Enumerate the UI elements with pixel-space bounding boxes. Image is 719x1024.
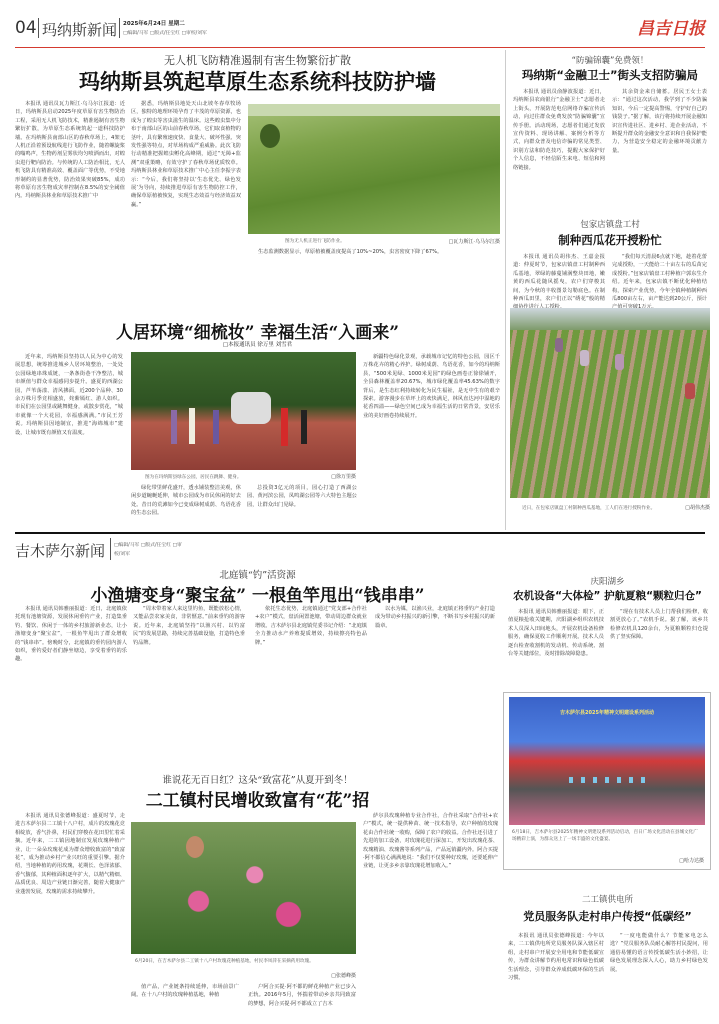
a2-kicker: “防骗锦囊”免费领！ — [571, 56, 649, 66]
a8-headline: 二工镇村民增收致富有“花”招 — [145, 791, 370, 811]
issue-date: 2025年6月24日 星期二 — [123, 21, 185, 27]
a5-kicker: 北庭镇“钓”活资源 — [219, 570, 296, 581]
a5-text-col1: 本报讯 通讯员韩雅丽报道：近日，北庭镇依托现有池塘资源，发展休闲垂钓产业，打造集垂钓、餐饮、休闲于一体的乡村旅游新业态，让小渔塘变身“聚宝盆”，一根鱼竿甩出了群众增收的“钱串串”。傍晚时分，北庭镇的垂钓园内游人如织，垂钓爱好者们静坐塘边，享受着垂钓的乐趣。 — [15, 606, 127, 663]
a8-caption: 6月20日，在吉木萨尔县二工镇十八户村玫瑰花种植基地，村民李凤萍在采摘药用玫瑰。 — [135, 959, 314, 964]
a7-text-col1: 本报讯 通讯员张德峰报道：今年以来，二工镇供电所党员服务队深入辖区村组，走村串户开展安全用电和节能低碳宣传，为群众讲解节约用电常识和绿色低碳生活理念，引导群众养成低碳环保的生活习惯。 — [508, 933, 604, 982]
a4-text-col2: 绿化带里鲜花盛开，透水铺装整洁美观，休闲步道蜿蜒延伸，城市公园成为市民休闲的好去处。昔日的荒滩如今已变成绿树成荫、鸟语花香的生态公园。 — [131, 485, 241, 517]
a4-headline: 人居环境“细梳妆” 幸福生活“入画来” — [115, 323, 400, 343]
a1-text-col2: 据悉，玛纳斯县地处天山北坡冬春草牧场区，独特的地理环境孕育了丰茂的草原资源，也成为了蝗虫等害虫滋生的温床。这些蝗虫集中分布于南部山区的山前春秋草场，它们取食植物的茎叶，具有繁殖速度快、食量大、破坏性强、突发性强等特点，对草场构成严重威胁。此次飞防行动精准把握蝗虫孵化高峰期，通过“无障+监测”双重策略，有效守护了春秋草场优质牧草。玛纳斯县林业和草原技术推广中心主任李振宇表示：“今后，我们将坚持以‘生态优先、绿色发展’为导向，持续推进草原有害生物防控工作，确保草原植被恢复，实现生态效益与经济效益双赢。” — [131, 101, 241, 208]
grassland-drone-photo — [248, 104, 500, 234]
a2-text-col2: 其余资金来自储蓄。居民王女士表示：“通过这次活动，我学到了不少防骗知识，今后一定提高警惕，守护好自己的钱袋子。”据了解，该行将持续开展金融知识宣传进社区、进乡村、进企业活动，不断提升群众的金融安全意识和自我保护能力，为营造安全稳定的金融环境贡献力量。 — [612, 89, 707, 154]
a5-text-col2: “周末带着家人来这里钓鱼，既能放松心情，又能品尝农家美食，非常惬意。”前来垂钓的游客说。近年来，北庭镇坚持“以渔兴村、以钓富民”的发展思路，持续完善基础设施，打造特色垂钓品牌。 — [133, 606, 245, 646]
page-number: 04 — [15, 18, 37, 38]
a7-kicker: 二工镇供电所 — [581, 895, 633, 905]
watermelon-field-photo — [510, 308, 710, 498]
a1-kicker: 无人机飞防精准遏制有害生物繁衍扩散 — [164, 54, 351, 67]
a3-headline: 制种西瓜花开授粉忙 — [558, 233, 662, 247]
a3-text-col1: 本报讯 通讯员胡伟杰、王嘉金报道：仲夏时节，包家店镇盘工村制种西瓜基地，翠绿的藤蔓铺满整块田地，嫩黄的西瓜花随风摇曳，农户们穿梭其间，为今秋的丰收图景勾勒底色。在制种西瓜田里，农户们正以“绣花”般的精 — [513, 254, 605, 303]
a7-headline: 党员服务队走村串户传授“低碳经” — [523, 910, 692, 923]
a1-text-col1: 本报讯 通讯员瓦力斯江·乌马尔江报道：近日，玛纳斯县启动2025年度草原有害生物防治工程，采用无人机飞防技术，精准遏制有害生物繁衍扩散，为草原生态系统筑起一道科技防护墙。在玛纳斯县南部山区的春秋草场上，4架无人机正沿着预设航线进行飞防作业，随着螺旋桨的嗡鸣声，生物药剂呈雾状均匀喷洒而出，对蝗虫进行靶向防治。与传统的人工防治相比，无人机飞防具有精准高效、覆盖面广等优势，不受地形制约的显著优势，防治效果突破85%，成功将草原有害生物成灾率控制在8.5%的安全阈值内。玛纳斯县林业和草原技术推广中 — [15, 101, 125, 200]
a5-headline: 小渔塘变身“聚宝盆” 一根鱼竿甩出“钱串串” — [90, 586, 425, 606]
editor-credits: □编辑/马军 □版式/任宝红 □审校/刘军 — [123, 31, 207, 36]
a4-caption: 图为在玛纳斯县绿东公园，居民在跳舞、健身。 — [145, 475, 242, 480]
a6-headline: 农机设备“大体检” 护航夏粮“颗粒归仓” — [513, 590, 702, 602]
a3-photo-credit: □胡伟杰摄 — [685, 505, 710, 511]
a1-photo-credit: □瓦力斯江·乌马尔江摄 — [448, 239, 500, 245]
page-header — [15, 10, 705, 48]
a3-caption: 近日，在包家店镇盘工村制种西瓜基地，工人们在进行授粉作业。 — [522, 506, 656, 511]
a1-caption: 图为无人机正进行飞防作业。 — [285, 239, 345, 244]
section-divider — [15, 532, 705, 534]
a7-text-col2: “一度电能做什么？节能家电怎么选？”党员服务队员耐心解答村民提问，用通俗易懂的语言传授低碳生活小妙招，让绿色发展理念深入人心，助力乡村绿色发展。 — [610, 933, 708, 973]
a4-text-col1: 近年来，玛纳斯县坚持以人民为中心的发展思想，统筹推进城乡人居环境整治，一处处公园绿地串珠成链，一条条街巷干净整洁，城市颜值与群众幸福感同步提升。盛夏的西湖公园，芦苇荡漾、清风拂面，近200个品种、30余万株月季竞相盛放，姹紫嫣红、游人如织。市民们在公园里或跳舞健身，或散步赏花，“城市就像一个大花园，幸福感满满。”市民王芳说。玛纳斯县因地制宜，推进“海绵城市”建设，让城市既有颜值又有温度。 — [15, 354, 123, 436]
section-title: 玛纳斯新闻 — [42, 21, 118, 39]
a8-photo-credit: □张德峰摄 — [331, 973, 356, 979]
a3-kicker: 包家店镇盘工村 — [580, 220, 640, 230]
a8-text-col2: 值产品，产业链条持续延伸，市场前景广阔。在十八户村的玫瑰种植基地，种植 — [131, 984, 239, 999]
a4-byline: □本报通讯员 徐万里 刘雪君 — [222, 342, 293, 348]
rose-harvest-photo — [131, 822, 356, 954]
section2-title: 吉木萨尔新闻 — [15, 542, 106, 560]
newspaper-logo: 昌吉日报 — [637, 19, 705, 39]
a4-photo-credit: □徐万里摄 — [331, 474, 356, 480]
a8-kicker: 谁说花无百日红？这朵“致富花”从夏开到冬！ — [162, 775, 353, 786]
a3-text-col2: “我们每天清晨6点就下地，趁着花蕾完成授粉，一天能给二十亩左右的瓜苗完成授粉。”包家店镇盘工村种植户郭东生介绍。近年来，包家店镇不断优化种植结构，探索产业优势，今年全镇种植制种西瓜800亩左右，亩产能达到20公斤，预计 — [612, 254, 707, 303]
a1-text-col3: 生态监测数据显示，草原植被覆盖度提高了10%~20%，虫害密度下降了67%。 — [258, 249, 443, 255]
a5-text-col4: 以水为媒，以渔兴业，北庭镇正将垂钓产业打造成为带动乡村振兴的新引擎，不断书写乡村振兴的新篇章。 — [375, 606, 495, 629]
a6-text-col2: “现在有技术人员上门帮我们检修，收割更放心了。”农机手说。据了解，该乡共检修农机具120余台，为夏粮颗粒归仓提供了坚实保障。 — [610, 609, 708, 641]
a5-text-col3: 依托生态优势，北庭镇通过“党支部+合作社+农户”模式，盘活闲置池塘，带动周边群众就业增收。吉木萨尔县北庭镇党委书记介绍：“北庭镇全力推动水产养殖提质增效，持续擦亮特色品牌。” — [255, 606, 367, 646]
a4-text-col4: 新疆特色绿化景观，承载城市记忆的特色公园，园区千万株花卉的精心养护。绿树成荫、鸟语花香，如今的玛纳斯县，“500米见绿、1000米见园”的绿色画卷正徐徐铺开，全县森林覆盖率20.67%，城市绿化覆盖率45.63%的数字背后，是生态红利持续转化为民生福祉，是无中生有的艰辛探索。游客漫步在草坪上的欢快满足，林风直达河中湿地的花香四溢——绿色空间已成为幸福生活的日常背景，安居乐业的美好画卷持续展开。 — [363, 354, 500, 419]
a6-photo-box — [503, 692, 711, 870]
a2-headline: 玛纳斯“金融卫士”街头支招防骗局 — [521, 68, 699, 82]
a6-photo-credit: □哈力达摄 — [679, 858, 704, 864]
a6-caption: 6月18日，吉木萨尔县2025年精神文明建设系列活动启动，百日广场文化活动在县城文化广场精彩上演，为群众送上了一场丰盛的文化盛宴。 — [512, 830, 698, 842]
a1-headline: 玛纳斯县筑起草原生态系统科技防护墙 — [79, 69, 436, 94]
section2-editors: □编辑/马军 □版式/任宝红 □审校/刘军 — [114, 543, 182, 557]
a8-text-col3: 户阿合买提·阿不都的鲜花种植产业已步入正轨。2016年5月，怀揣着带动乡亲共同致富的梦想，阿合买提·阿不都成立了吉木 — [248, 984, 356, 1007]
culture-stage-photo — [509, 697, 705, 825]
park-dancers-photo — [131, 352, 356, 470]
a6-kicker: 庆阳湖乡 — [590, 577, 625, 587]
a2-text-col1: 本报讯 通讯员俞静波报道：近日，玛纳斯县农商银行“金融卫士”志愿者走上街头，开展防范电信网络诈骗宣传活动，向过往群众免费发放“防骗锦囊”宣传手册。活动现场，志愿者们通过发放宣传资料、现场讲解、案例分析等方式，向群众普及电信诈骗的常见类型、识别方法和防范技巧，提醒大家保护好个人信息，不轻信陌生来电、短信和网络链接。 — [513, 89, 605, 171]
a8-text-col4: 萨尔县玫瑰种植专业合作社，合作社采取“合作社+农户”模式，统一提供种苗、统一技术指导，农户种植的玫瑰花由合作社统一收购，保障了农户的收益。合作社还引进了先进的加工设备，对玫瑰花进行深加工，开发出玫瑰花茶、玫瑰精油、玫瑰酱等系列产品，产品远销疆内外。阿合买提·阿不都信心满满地说：“我们不仅要种好玫瑰，还要延伸产业链，让更多乡亲靠玫瑰花增加收入。” — [363, 813, 498, 870]
stage-banner-text: 吉木萨尔县2025年精神文明建设系列活动 — [560, 710, 654, 716]
a8-text-col1: 本报讯 通讯员张德峰报道：盛夏时节，走进吉木萨尔县二工镇十八户村，成片的玫瑰花竞相绽放，香气扑鼻，村民们穿梭在花田里忙着采摘。近年来，二工镇因地制宜发展玫瑰种植产业，让一朵朵玫瑰花成为群众增收致富的“致富花”，成为推动乡村产业兴旺的重要引擎。据介绍，当地种植的药用玫瑰，花期长、色泽浓郁、香气馥郁，其种植面积逐年扩大，以精气精细、品质优良、周边产业链日渐完善，随着大健康产业蓬勃发展，玫瑰的需求持续攀升。 — [15, 813, 125, 895]
a6-text-col1: 本报讯 通讯员韩雅丽报道：眼下，正值夏粮抢收关键期，庆阳湖乡组织农机技术人员深入田间地头，开展农机设备检修服务，确保夏收工作顺利开展。技术人员逐台检查收割机的发动机、传动系统、割台等关键部位，及时排除故障隐患。 — [508, 609, 604, 658]
a4-text-col3: 总投资3亿元的项目，园心打造了西湖公园、黄河滨公园，凤鸣湖公园等六大特色主题公园，让群众出门见绿。 — [247, 485, 357, 508]
